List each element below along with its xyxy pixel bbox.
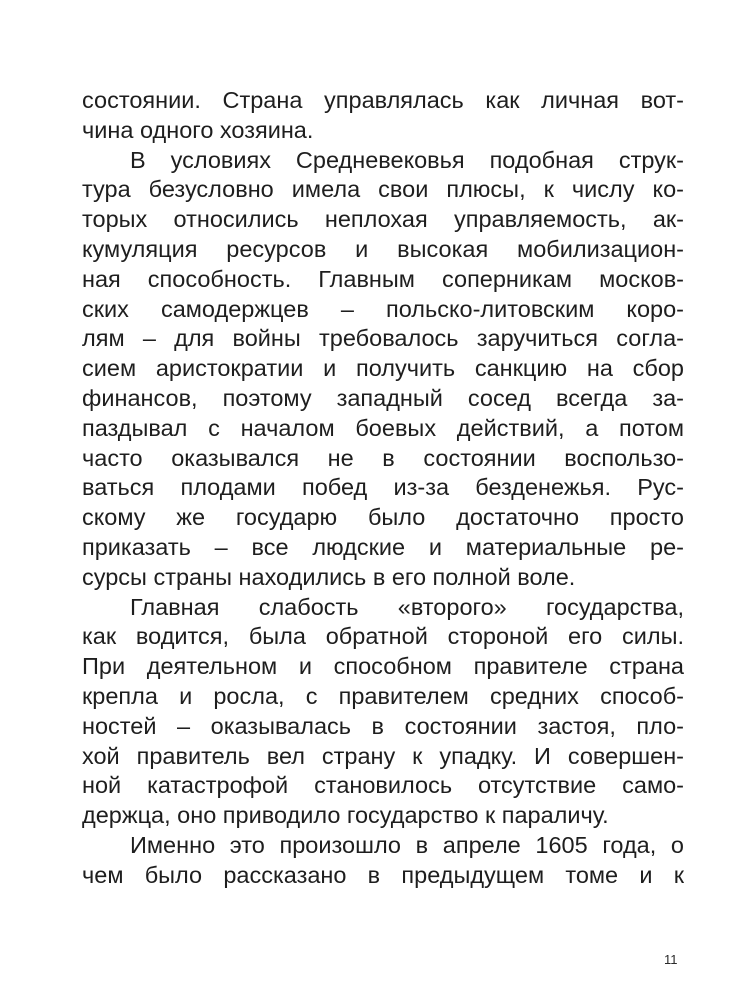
text-line: финансов, поэтому западный сосед всегда за- [82, 384, 684, 411]
text-line: крепла и росла, с правителем средних способ- [82, 682, 684, 709]
text-line: В условиях Средневековья подобная струк- [130, 146, 684, 173]
body-text [82, 86, 684, 891]
text-line: ностей – оказывалась в состоянии застоя, пло- [82, 712, 684, 739]
text-line: хой правитель вел страну к упадку. И совершен- [82, 742, 684, 769]
text-line: Именно это произошло в апреле 1605 года, о [130, 831, 684, 858]
text-line: держца, оно приводило государство к параличу. [82, 802, 609, 829]
text-line: как водится, была обратной стороной его силы. [82, 623, 684, 650]
text-line: Главная слабость «второго» государства, [130, 593, 684, 620]
text-line: торых относились неплохая управляемость, ак- [82, 206, 684, 233]
text-line: При деятельном и способном правителе страна [82, 653, 684, 680]
text-line: ная способность. Главным соперникам москов- [82, 265, 684, 292]
text-line: часто оказывался не в состоянии воспользо- [82, 444, 684, 471]
page-number: 11 [664, 952, 678, 967]
text-line: приказать – все людские и материальные ре- [82, 533, 684, 560]
text-line: паздывал с началом боевых действий, а потом [82, 414, 684, 441]
text-line: тура безусловно имела свои плюсы, к числу ко- [82, 176, 684, 203]
text-line: ваться плодами побед из-за безденежья. Рус- [82, 474, 684, 501]
text-line: кумуляция ресурсов и высокая мобилизацион- [82, 235, 684, 262]
text-line: состоянии. Страна управлялась как личная вот- [82, 87, 684, 113]
text-line: ной катастрофой становилось отсутствие само- [82, 772, 684, 799]
text-line: сурсы страны находились в его полной воле. [82, 563, 576, 590]
text-line: ских самодержцев – польско-литовским коро- [82, 295, 684, 322]
text-line: лям – для войны требовалось заручиться согла- [82, 325, 684, 352]
text-line: сием аристократии и получить санкцию на сбор [82, 355, 684, 382]
text-line: чем было рассказано в предыдущем томе и к [82, 861, 684, 888]
text-line: чина одного хозяина. [82, 116, 314, 143]
text-line: скому же государю было достаточно просто [82, 504, 684, 531]
